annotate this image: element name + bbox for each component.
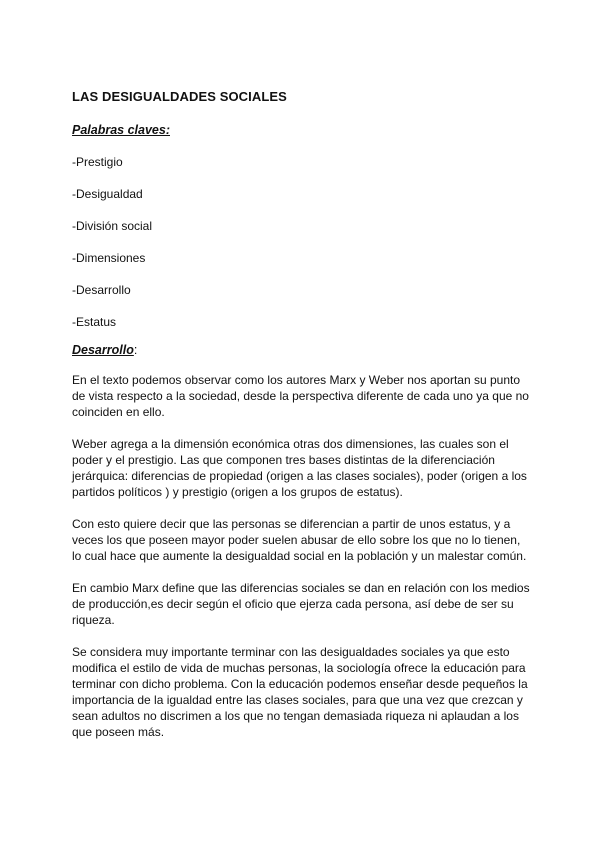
keywords-list (72, 154, 532, 330)
development-heading-label: Desarrollo (72, 343, 134, 357)
paragraph: Con esto quiere decir que las personas se diferencian a partir de unos estatus, y a veces los que poseen mayor poder suelen abusar de ello sobre los que no lo tienen, lo cual hace que aumente la desigualdad social en la población y un malestar común. (72, 517, 527, 563)
keyword-item: -Estatus (72, 315, 117, 329)
keyword-item: -Dimensiones (72, 251, 146, 265)
paragraph: Weber agrega a la dimensión económica otras dos dimensiones, las cuales son el poder y el prestigio. Las que componen tres bases distintas de la diferenciación jerárquica: diferencias de propiedad (origen a las clases sociales), poder (origen a los partidos políticos ) y prestigio (origen a los grupos de estatus). (72, 437, 527, 499)
paragraph: En cambio Marx define que las diferencias sociales se dan en relación con los medios de producción,es decir según el oficio que ejerza cada persona, así debe de ser su riqueza. (72, 581, 530, 627)
paragraph: En el texto podemos observar como los autores Marx y Weber nos aportan su punto de vista respecto a la sociedad, desde la perspectiva diferente de cada uno ya que no coinciden en ello. (72, 373, 529, 419)
keywords-heading: Palabras claves: (72, 123, 170, 137)
keyword-item: -Desarrollo (72, 283, 131, 297)
keyword-item: -División social (72, 219, 153, 233)
document-content (72, 89, 532, 756)
development-heading (72, 342, 532, 358)
paragraph: Se considera muy importante terminar con las desigualdades sociales ya que esto modifica el estilo de vida de muchas personas, la sociología ofrece la educación para terminar con dicho problema. Con la educación podemos enseñar desde pequeños la importancia de la igualdad entre las clases sociales, para que una vez que crezcan y sean adultos no discrimen a los que no tengan demasiada riqueza ni aplaudan a los que poseen más. (72, 645, 528, 739)
keyword-item: -Prestigio (72, 155, 123, 169)
development-heading-colon: : (133, 343, 138, 357)
keyword-item: -Desigualdad (72, 187, 143, 201)
document-title: LAS DESIGUALDADES SOCIALES (72, 89, 287, 104)
